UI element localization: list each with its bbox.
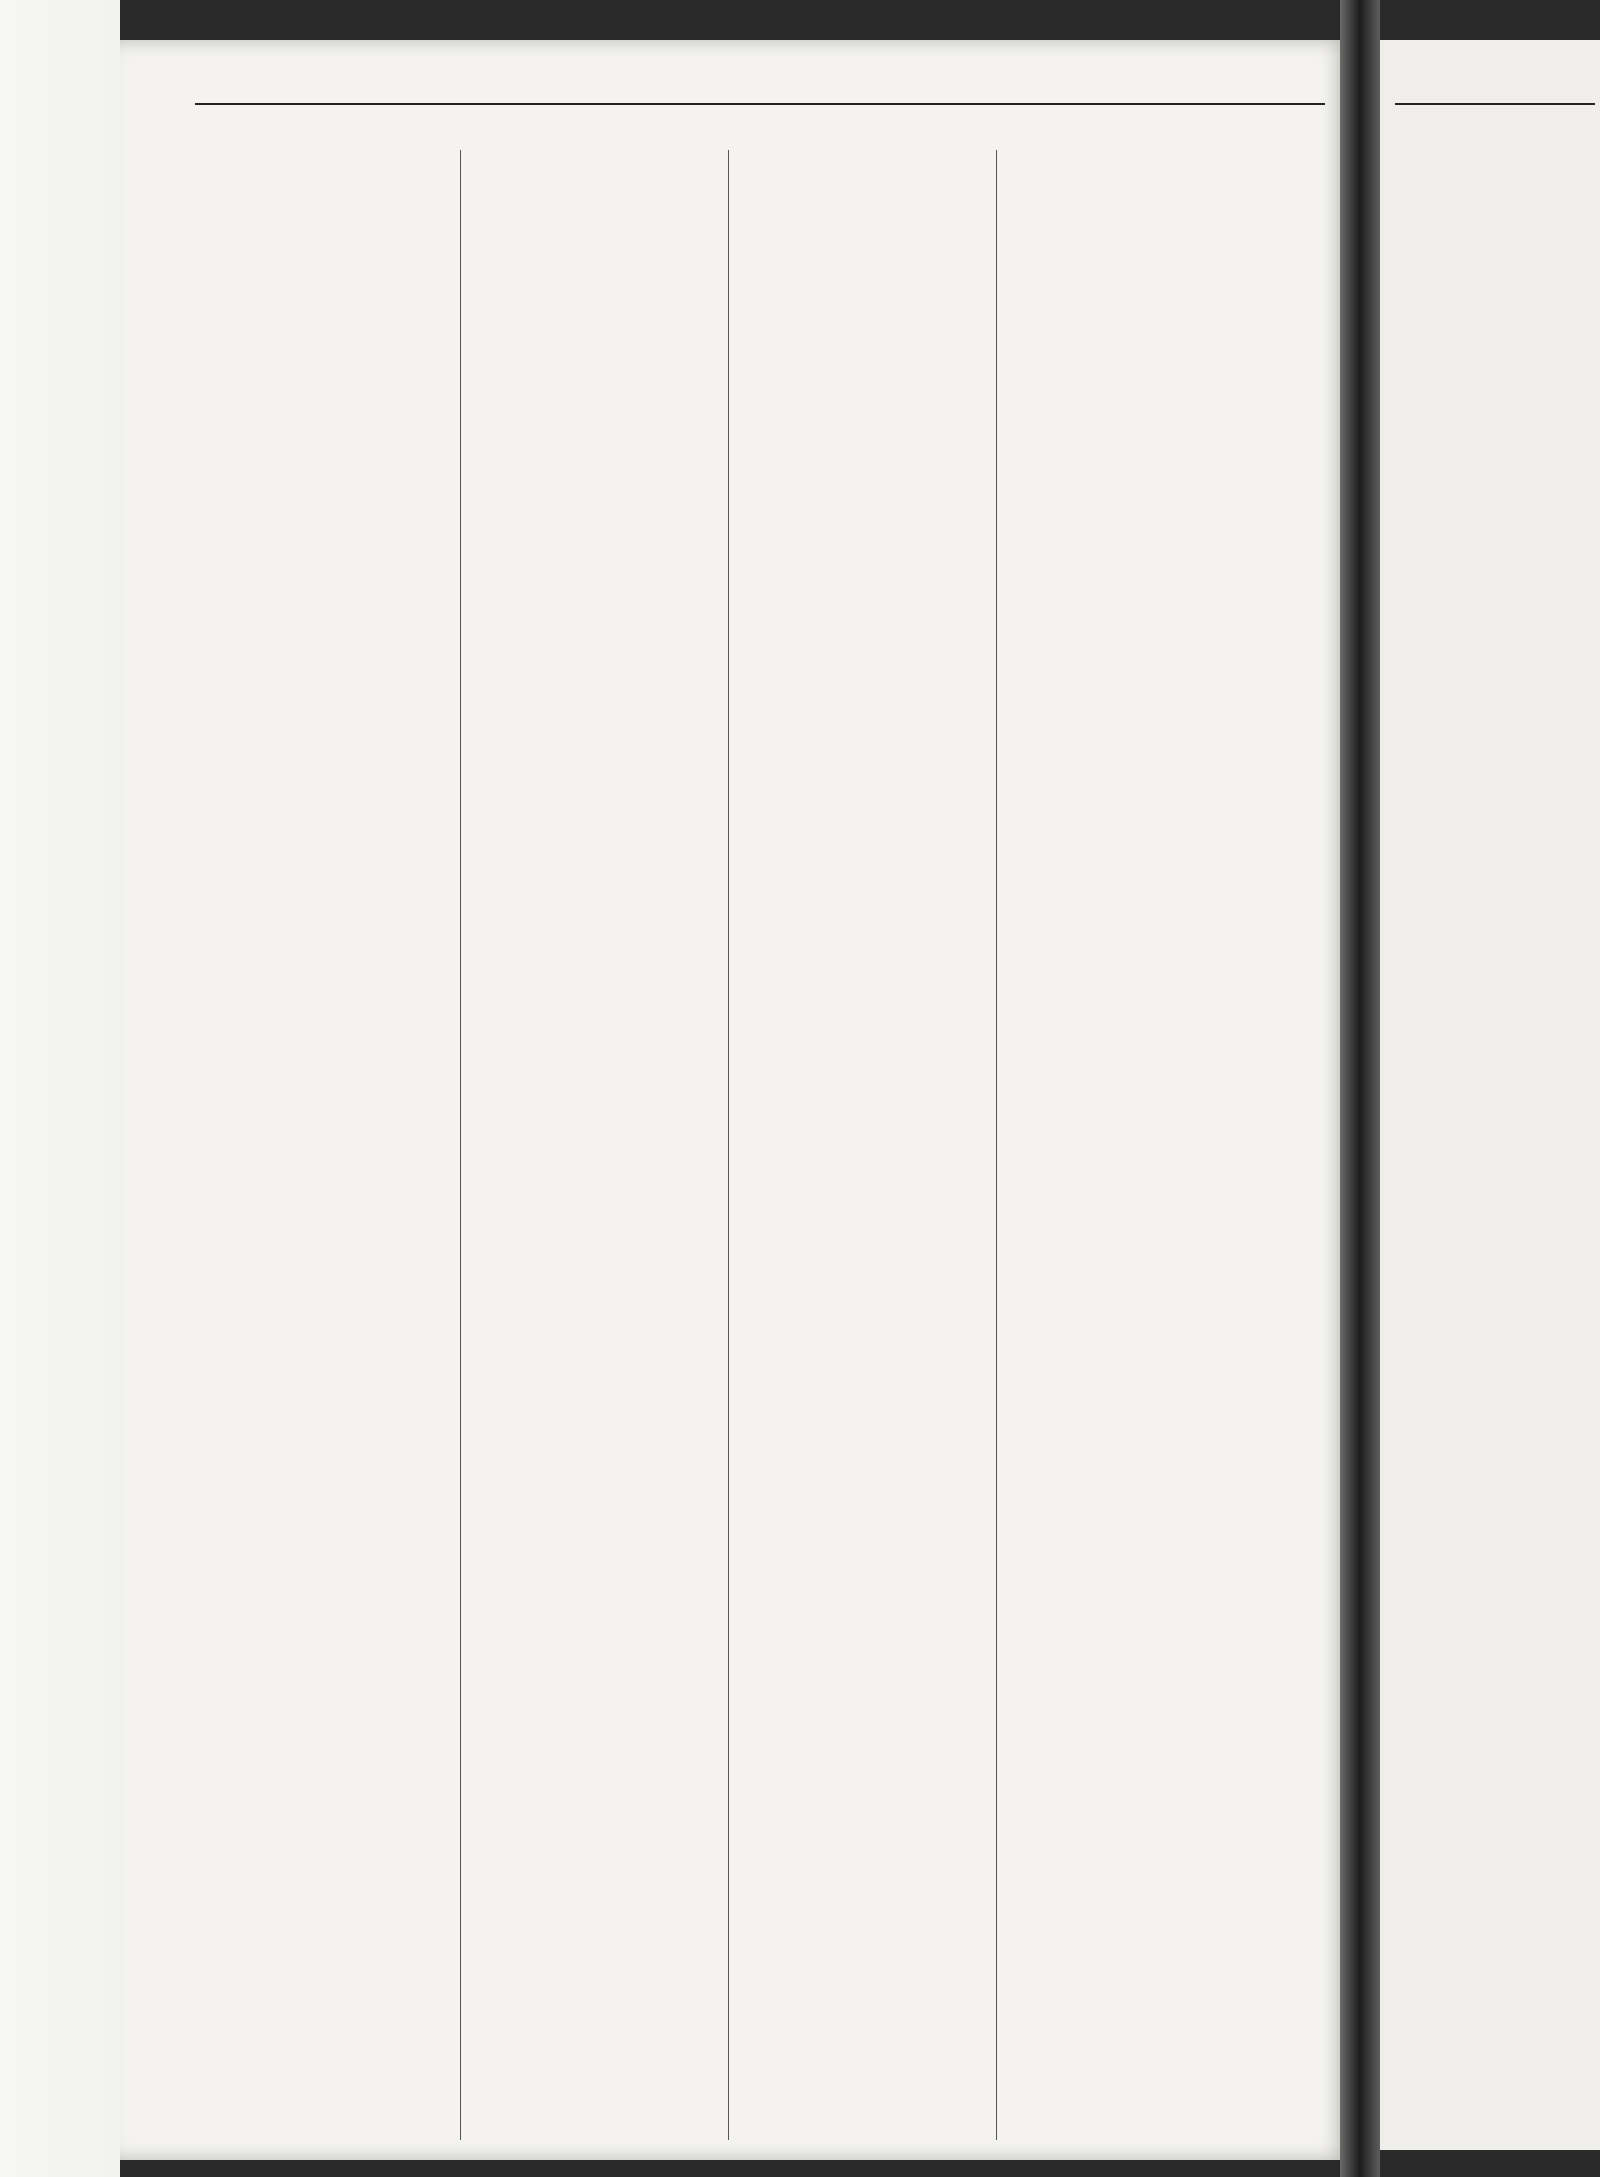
book-gutter [1340, 0, 1380, 2177]
facing-directory-column [1410, 160, 1600, 2150]
facing-header-rule [1395, 103, 1595, 105]
header-rule [195, 103, 1325, 105]
column-divider [728, 150, 729, 2140]
directory-column-3 [734, 160, 990, 2150]
directory-column-1 [198, 160, 454, 2150]
column-divider [996, 150, 997, 2140]
column-divider [460, 150, 461, 2140]
directory-column-2 [466, 160, 722, 2150]
left-page-margin [0, 0, 120, 2177]
directory-column-4 [1002, 160, 1258, 2150]
